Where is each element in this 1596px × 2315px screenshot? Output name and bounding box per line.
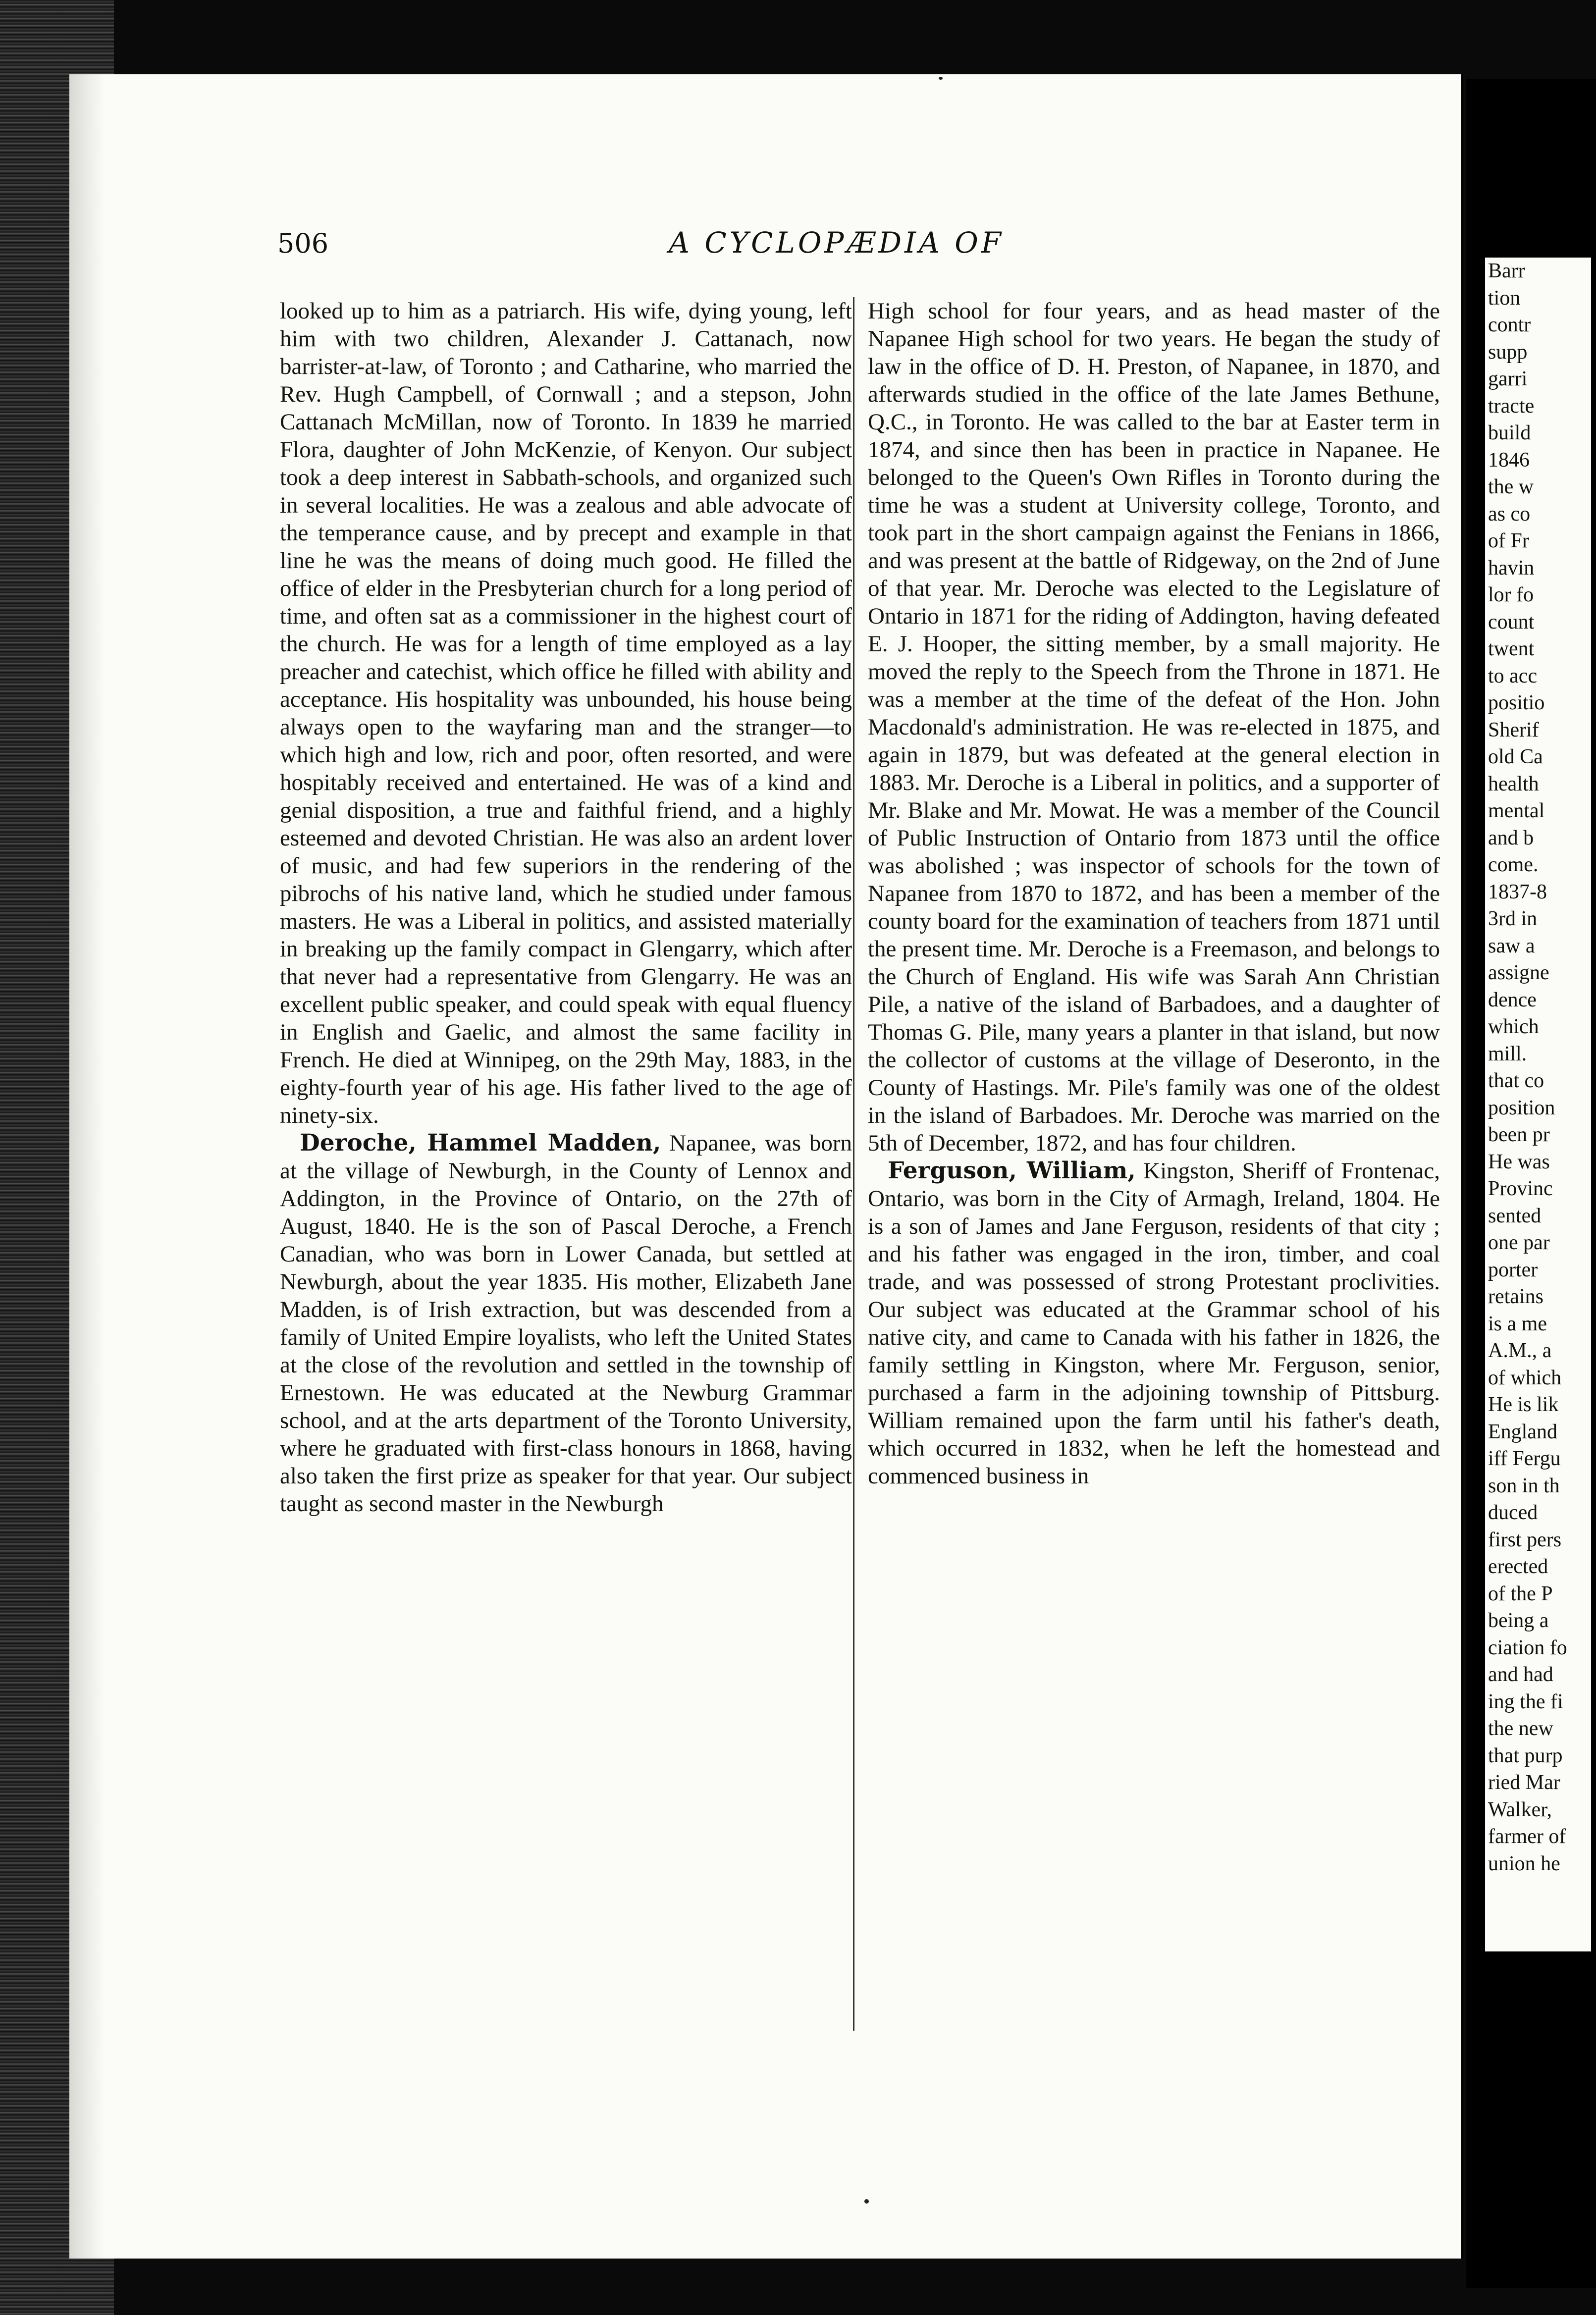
entry-text: Kingston, Sheriff of Frontenac, Ontario, was born in the City of Armagh, Ireland, 1804. He is a son of James and Jane Ferguson, residents of that city ; and his father was engaged in the iron, timber, and coal trade, and was possessed of strong Protestant proclivities. Our subject was educated at the Grammar school of his native city, and came to Canada with his father in 1826, the family settling in Kingston, where Mr. Ferguson, senior, purchased a farm in the adjoining township of Pittsburg. William remained upon the farm until his father's death, which occurred in 1832, when he left the homestead and commenced business in [868, 1158, 1440, 1489]
adjacent-page-line: been pr [1488, 1123, 1550, 1146]
adjacent-page-line: supp [1488, 340, 1528, 364]
adjacent-page-line: twent [1488, 637, 1535, 660]
adjacent-page-line: of which [1488, 1366, 1562, 1389]
adjacent-page-line: mill. [1488, 1042, 1527, 1065]
left-column [280, 297, 852, 1518]
adjacent-page-line: He was [1488, 1150, 1550, 1173]
adjacent-page-line: tracte [1488, 394, 1535, 418]
biography-entry [280, 1129, 852, 1518]
adjacent-page-line: and b [1488, 826, 1534, 849]
adjacent-page-line: the new [1488, 1717, 1553, 1740]
adjacent-page-line: health [1488, 772, 1539, 795]
adjacent-page-line: son in th [1488, 1474, 1560, 1497]
page-gutter-shadow [69, 74, 104, 2259]
ink-speck [864, 2199, 869, 2204]
adjacent-page-line: build [1488, 421, 1531, 444]
adjacent-page-line: retains [1488, 1285, 1543, 1308]
adjacent-page-line: contr [1488, 314, 1531, 336]
adjacent-page-line: which [1488, 1015, 1539, 1038]
adjacent-page-line: of the P [1488, 1582, 1553, 1605]
adjacent-page-line: positio [1488, 691, 1545, 714]
adjacent-page-line: come. [1488, 853, 1539, 876]
adjacent-page-line: of Fr [1488, 529, 1529, 552]
adjacent-page-line: one par [1488, 1231, 1550, 1254]
page-number: 506 [277, 228, 329, 259]
right-column [868, 297, 1440, 1490]
adjacent-page-line: Walker, [1488, 1798, 1552, 1821]
adjacent-page-line: the w [1488, 475, 1534, 498]
adjacent-page-line: mental [1488, 799, 1545, 822]
adjacent-page-line: union he [1488, 1852, 1560, 1875]
adjacent-page-line: count [1488, 610, 1535, 633]
entry-name: Ferguson, William, [888, 1157, 1136, 1184]
adjacent-page-line: first pers [1488, 1528, 1562, 1551]
adjacent-page-line: ing the fi [1488, 1690, 1563, 1713]
adjacent-page-line: England [1488, 1420, 1557, 1443]
adjacent-page-line: He is lik [1488, 1393, 1559, 1416]
page-header [277, 228, 1382, 267]
adjacent-page-line: iff Fergu [1488, 1447, 1561, 1470]
adjacent-page-line: sented [1488, 1204, 1542, 1227]
adjacent-page-line: tion [1488, 286, 1521, 310]
adjacent-page-line: duced [1488, 1501, 1538, 1524]
entry-name: Deroche, Hammel Madden, [300, 1129, 661, 1157]
adjacent-page-line: ciation fo [1488, 1636, 1567, 1659]
adjacent-page-line: erected [1488, 1555, 1548, 1578]
adjacent-page-line: that purp [1488, 1744, 1563, 1767]
adjacent-page-line: 1837-8 [1488, 880, 1547, 903]
adjacent-page-line: to acc [1488, 664, 1538, 687]
adjacent-page-line: 1846 [1488, 448, 1530, 472]
adjacent-page-line: porter [1488, 1258, 1538, 1281]
adjacent-page-line: ried Mar [1488, 1771, 1560, 1794]
adjacent-page-line: farmer of [1488, 1825, 1566, 1848]
adjacent-page-line: and had [1488, 1663, 1553, 1686]
adjacent-page-line: that co [1488, 1069, 1544, 1092]
entry-text: Napanee, was born at the village of Newburgh, in the County of Lennox and Addington, in the Province of Ontario, on the 27th of August, 1840. He is the son of Pascal Deroche, a French Canadian, who was born in Lower Canada, but settled at Newburgh, about the year 1835. His mother, Elizabeth Jane Madden, is of Irish extraction, but was descended from a family of United Empire loyalists, who left the United States at the close of the revolution and settled in the township of Ernestown. He was educated at the Newburg Grammar school, and at the arts department of the Toronto University, where he graduated with first-class honours in 1868, having also taken the first prize as speaker for that year. Our subject taught as second master in the Newburgh [280, 1130, 852, 1517]
adjacent-page-line: as co [1488, 502, 1531, 526]
adjacent-page-line: assigne [1488, 961, 1549, 984]
adjacent-page-line: position [1488, 1096, 1555, 1119]
column-rule [853, 297, 854, 2031]
ink-speck [939, 77, 943, 80]
biography-entry [868, 1157, 1440, 1490]
adjacent-page-line: havin [1488, 556, 1535, 579]
adjacent-page-line: lor fo [1488, 583, 1534, 606]
adjacent-page-line: Sherif [1488, 718, 1539, 741]
adjacent-page-line: is a me [1488, 1312, 1547, 1335]
adjacent-page-line: garri [1488, 368, 1528, 390]
adjacent-page-fragment [1485, 258, 1591, 1951]
adjacent-page-line: Barr [1488, 260, 1525, 282]
adjacent-page-line: being a [1488, 1609, 1549, 1632]
text-paragraph: looked up to him as a patriarch. His wife, dying young, left him with two children, Alexander J. Cattanach, now barrister-at-law, of Toronto ; and Catharine, who married the Rev. Hugh Campbell, of Cornwall ; and a stepson, John Cattanach McMillan, now of Toronto. In 1839 he married Flora, daughter of John McKenzie, of Kenyon. Our subject took a deep interest in Sabbath-schools, and organized such in several localities. He was a zealous and able advocate of the temperance cause, and by precept and example in that line he was the means of doing much good. He filled the office of elder in the Presbyterian church for a long period of time, and often sat as a commissioner in the highest court of the church. He was for a length of time employed as a lay preacher and catechist, which office he filled with ability and acceptance. His hospitality was unbounded, his house being always open to the wayfaring man and the stranger—to which high and low, rich and poor, often resorted, and were hospitably received and entertained. He was of a kind and genial disposition, a true and faithful friend, and a highly esteemed and devoted Christian. He was also an ardent lover of music, and had few superiors in the rendering of the pibrochs of his native land, which he studied under famous masters. He was a Liberal in politics, and assisted materially in breaking up the family compact in Glengarry, which after that never had a representative from Glengarry. He was an excellent public speaker, and could speak with equal fluency in English and Gaelic, and almost the same facility in French. He died at Winnipeg, on the 29th May, 1883, in the eighty-fourth year of his age. His father lived to the age of ninety-six. [280, 298, 852, 1128]
adjacent-page-line: A.M., a [1488, 1339, 1552, 1362]
running-title: A CYCLOPÆDIA OF [669, 226, 1005, 260]
adjacent-page-line: 3rd in [1488, 907, 1538, 930]
adjacent-page-line: Provinc [1488, 1177, 1553, 1200]
adjacent-page-line: saw a [1488, 934, 1535, 957]
adjacent-page-line: old Ca [1488, 745, 1543, 768]
adjacent-page-line: dence [1488, 988, 1537, 1011]
text-paragraph: High school for four years, and as head master of the Napanee High school for two years. He began the study of law in the office of D. H. Preston, of Napanee, in 1870, and afterwards studied in the office of the late James Bethune, Q.C., in Toronto. He was called to the bar at Easter term in 1874, and since then has been in practice in Napanee. He belonged to the Queen's Own Rifles in Toronto during the time he was a student at University college, Toronto, and took part in the short campaign against the Fenians in 1866, and was present at the battle of Ridgeway, on the 2nd of June of that year. Mr. Deroche was elected to the Legislature of Ontario in 1871 for the riding of Addington, having defeated E. J. Hooper, the sitting member, by a small majority. He moved the reply to the Speech from the Throne in 1871. He was a member at the time of the defeat of the Hon. John Macdonald's administration. He was re-elected in 1875, and again in 1879, but was defeated at the general election in 1883. Mr. Deroche is a Liberal in politics, and a supporter of Mr. Blake and Mr. Mowat. He was a member of the Council of Public Instruction of Ontario from 1873 until the office was abolished ; was inspector of schools for the town of Napanee from 1870 to 1872, and has been a member of the county board for the examination of teachers from 1871 until the present time. Mr. Deroche is a Freemason, and belongs to the Church of England. His wife was Sarah Ann Christian Pile, a native of the island of Barbadoes, and a daughter of Thomas G. Pile, many years a planter in that island, but now the collector of customs at the village of Deseronto, in the County of Hastings. Mr. Pile's family was one of the oldest in the island of Barbadoes. Mr. Deroche was married on the 5th of December, 1872, and has four children. [868, 298, 1440, 1156]
